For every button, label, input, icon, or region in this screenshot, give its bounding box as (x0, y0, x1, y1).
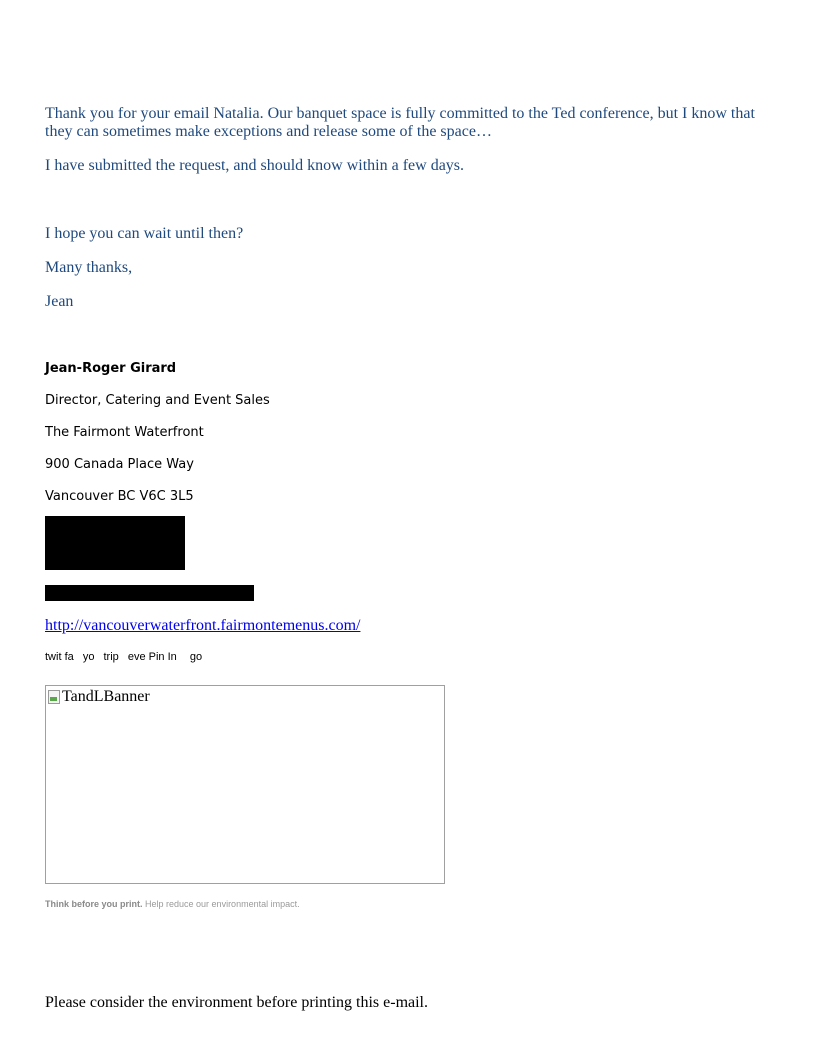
broken-image-icon (48, 690, 60, 704)
social-link-linkedin[interactable]: In (167, 651, 177, 663)
footer-disclaimer: Please consider the environment before printing this e-mail. (45, 994, 428, 1011)
signature-address-line-2: Vancouver BC V6C 3L5 (45, 489, 194, 504)
signature-address-line-1: 900 Canada Place Way (45, 457, 194, 472)
redaction-block-phone (45, 516, 185, 570)
social-links (45, 651, 208, 663)
message-sign-off: Jean (45, 293, 74, 310)
message-closing: Many thanks, (45, 259, 133, 276)
social-link-tripadvisor[interactable]: trip (103, 651, 119, 663)
environment-note-bold: Think before you print. (45, 899, 143, 909)
social-link-twitter[interactable]: twit (45, 651, 62, 663)
environment-note-rest: Help reduce our environmental impact. (142, 899, 300, 909)
message-paragraph-2: I have submitted the request, and should know within a few days. (45, 157, 465, 174)
social-link-youtube[interactable]: yo (82, 651, 95, 663)
banner-image[interactable] (45, 685, 445, 884)
message-paragraph-1: Thank you for your email Natalia. Our banquet space is fully committed to the Ted conference, but I know that they can sometimes make exceptions and release some of the space… (45, 105, 755, 140)
social-link-pinterest[interactable]: Pin (148, 651, 165, 663)
signature-name: Jean-Roger Girard (45, 361, 177, 376)
website-link[interactable]: http://vancouverwaterfront.fairmontemenus.com/ (45, 617, 361, 634)
banner-alt-text: TandLBanner (62, 688, 150, 705)
social-link-google[interactable]: go (189, 651, 203, 663)
social-link-facebook[interactable]: fa (64, 651, 74, 663)
message-paragraph-3: I hope you can wait until then? (45, 225, 244, 242)
banner-alt (48, 688, 150, 706)
environment-note (45, 899, 300, 909)
signature-title: Director, Catering and Event Sales (45, 393, 270, 408)
redaction-block-email (45, 585, 254, 601)
social-link-events[interactable]: eve (127, 651, 146, 663)
signature-company: The Fairmont Waterfront (45, 425, 204, 440)
